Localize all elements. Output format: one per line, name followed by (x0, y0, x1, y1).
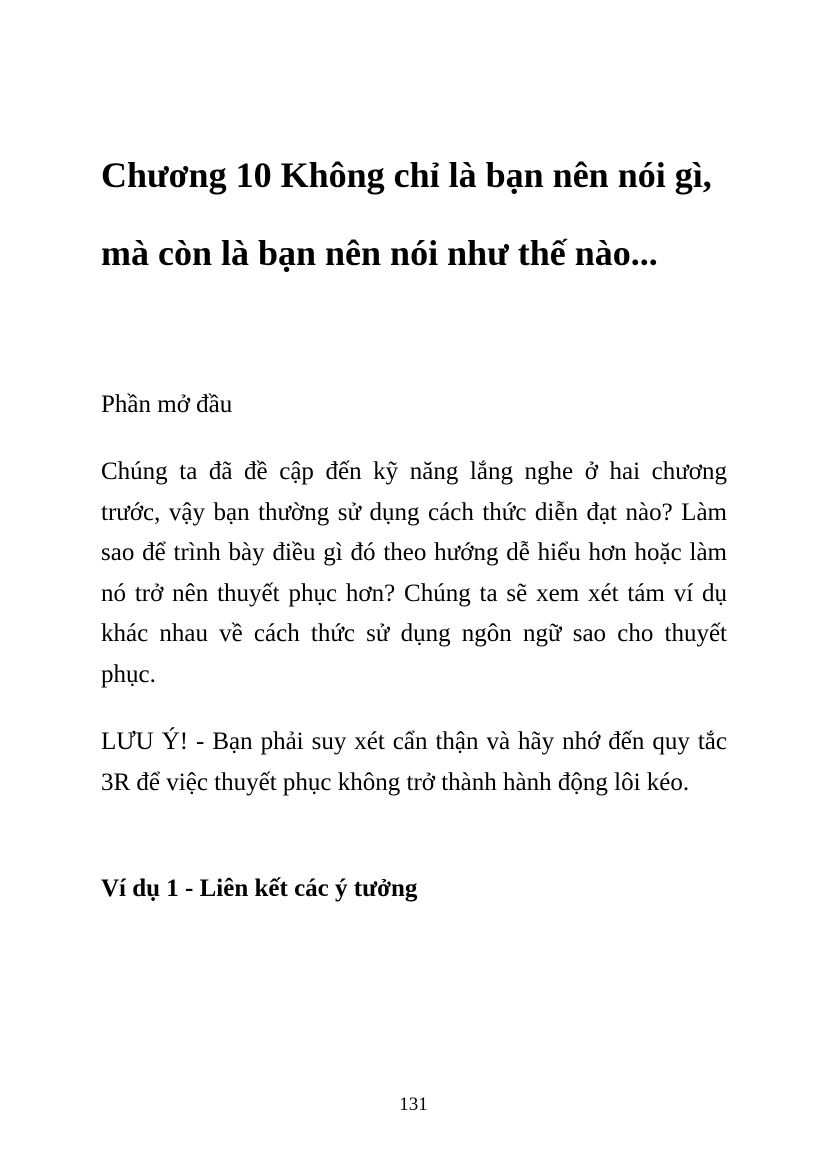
section-heading: Phần mở đầu (101, 391, 233, 418)
note-paragraph: LƯU Ý! - Bạn phải suy xét cẩn thận và hãy nhớ đến quy tắc 3R để việc thuyết phục không trở thành hành động lôi kéo. (101, 728, 727, 796)
page-number: 131 (399, 1094, 428, 1115)
example-heading: Ví dụ 1 - Liên kết các ý tưởng (101, 875, 418, 902)
chapter-title: Chương 10 Không chỉ là bạn nên nói gì, mà còn là bạn nên nói như thế nào... (101, 155, 712, 273)
intro-paragraph: Chúng ta đã đề cập đến kỹ năng lắng nghe ở hai chương trước, vậy bạn thường sử dụng cách thức diễn đạt nào? Làm sao để trình bày điều gì đó theo hướng dễ hiểu hơn hoặc làm nó trở nên thuyết phục hơn? Chúng ta sẽ xem xét tám ví dụ khác nhau về cách thức sử dụng ngôn ngữ sao cho thuyết phục. (101, 458, 727, 688)
